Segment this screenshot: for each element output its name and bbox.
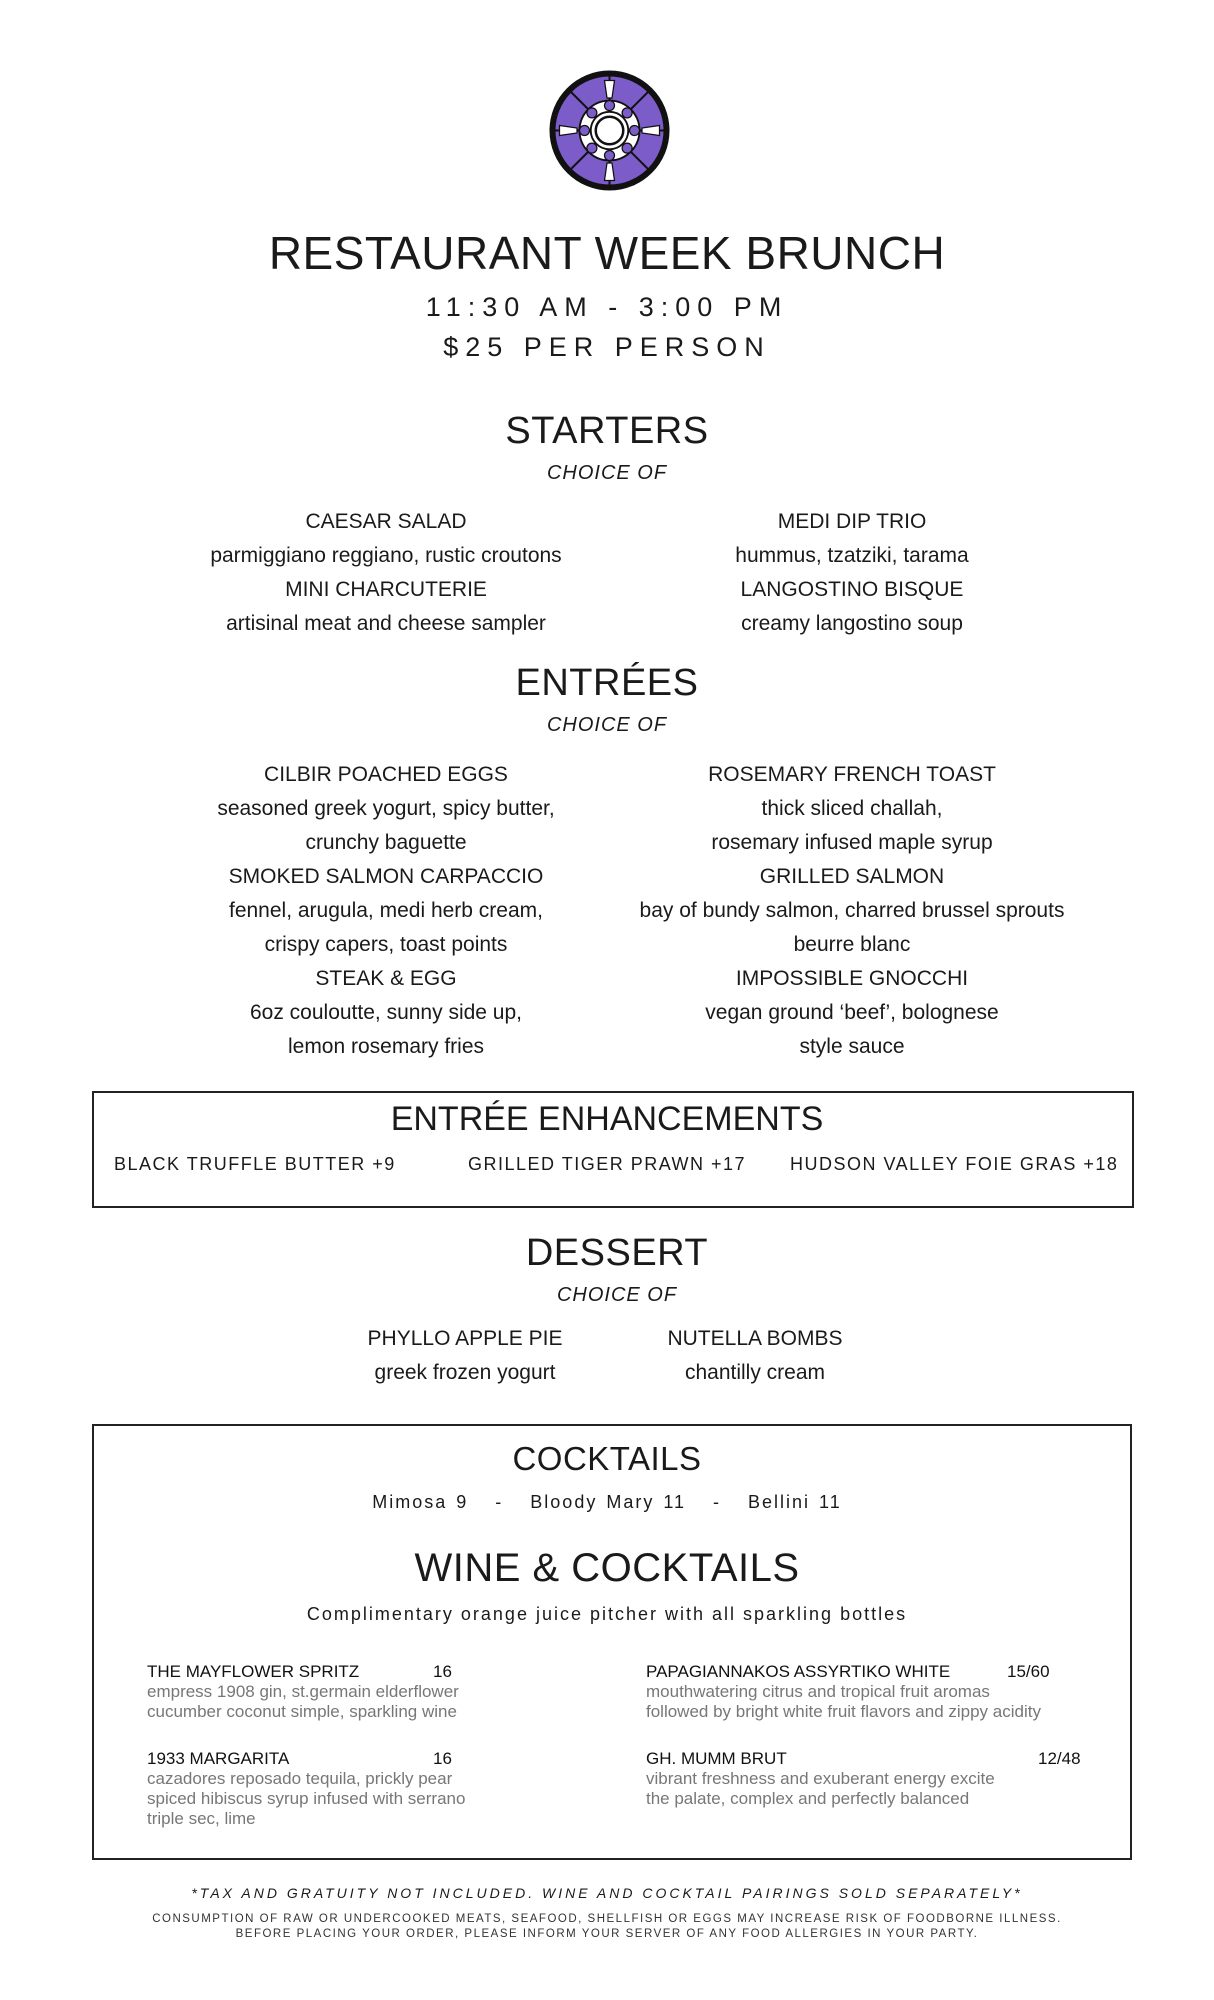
menu-item-desc: chantilly cream: [684, 1361, 826, 1384]
drink-price: 12/48: [1038, 1749, 1081, 1768]
page-title: RESTAURANT WEEK BRUNCH: [268, 227, 946, 279]
dessert-title: DESSERT: [525, 1232, 709, 1274]
menu-item-name: NUTELLA BOMBS: [667, 1327, 843, 1350]
menu-item-name: CILBIR POACHED EGGS: [264, 763, 508, 786]
enhancements-title: ENTRÉE ENHANCEMENTS: [390, 1100, 824, 1138]
menu-item-desc: beurre blanc: [793, 933, 911, 956]
menu-item-desc: greek frozen yogurt: [374, 1361, 556, 1384]
starters-right-column: [592, 505, 1112, 641]
entrees-left-column: [126, 758, 646, 1064]
menu-item-name: PHYLLO APPLE PIE: [367, 1327, 563, 1350]
hours: 11:30 AM - 3:00 PM: [425, 292, 789, 322]
drink-desc: the palate, complex and perfectly balanced: [646, 1789, 970, 1808]
menu-item-name: LANGOSTINO BISQUE: [740, 578, 964, 601]
drink-item: [147, 1662, 507, 1722]
menu-item-desc: 6oz couloutte, sunny side up,: [249, 1001, 522, 1024]
drink-desc: spiced hibiscus syrup infused with serrano: [147, 1789, 466, 1808]
drink-price: 15/60: [1007, 1662, 1050, 1681]
disclaimer-line: CONSUMPTION OF RAW OR UNDERCOOKED MEATS, SEAFOOD, SHELLFISH OR EGGS MAY INCREASE RISK OF FOODBORNE ILLNESS.: [152, 1913, 1062, 1925]
menu-item-name: MEDI DIP TRIO: [777, 510, 927, 533]
menu-item-desc: parmiggiano reggiano, rustic croutons: [210, 544, 562, 567]
menu-item-name: STEAK & EGG: [315, 967, 457, 990]
menu-item-name: MINI CHARCUTERIE: [285, 578, 487, 601]
menu-item-desc: bay of bundy salmon, charred brussel sprouts: [639, 899, 1065, 922]
entrees-choice: CHOICE OF: [546, 714, 668, 736]
menu-item-desc: rosemary infused maple syrup: [711, 831, 993, 854]
menu-item-desc: artisinal meat and cheese sampler: [226, 612, 546, 635]
menu-item-desc: thick sliced challah,: [761, 797, 943, 820]
food-disclaimer: [0, 1912, 1214, 1942]
drink-name: GH. MUMM BRUT: [646, 1749, 787, 1768]
restaurant-logo-icon: [547, 68, 672, 193]
drink-name: THE MAYFLOWER SPRITZ: [147, 1662, 360, 1681]
menu-item-desc: vegan ground ‘beef’, bolognese: [705, 1001, 999, 1024]
wine-title: WINE & COCKTAILS: [414, 1546, 800, 1590]
drink-item: [646, 1749, 1106, 1809]
drink-item: [147, 1749, 507, 1829]
menu-item-desc: crunchy baguette: [305, 831, 467, 854]
tax-note: *TAX AND GRATUITY NOT INCLUDED. WINE AND COCKTAIL PAIRINGS SOLD SEPARATELY*: [191, 1885, 1023, 1901]
drink-desc: vibrant freshness and exuberant energy excite: [646, 1769, 995, 1788]
drink-desc: cucumber coconut simple, sparkling wine: [147, 1702, 457, 1721]
menu-item-name: SMOKED SALMON CARPACCIO: [228, 865, 544, 888]
menu-item-name: CAESAR SALAD: [305, 510, 467, 533]
menu-item-desc: creamy langostino soup: [741, 612, 963, 635]
entrees-title: ENTRÉES: [515, 662, 699, 704]
dessert-choice: CHOICE OF: [556, 1284, 678, 1306]
drink-price: 16: [433, 1749, 452, 1768]
drink-desc: followed by bright white fruit flavors and zippy acidity: [646, 1702, 1041, 1721]
wine-subtitle: Complimentary orange juice pitcher with all sparkling bottles: [306, 1604, 908, 1624]
enhancement-item: BLACK TRUFFLE BUTTER +9: [114, 1154, 396, 1174]
drink-desc: empress 1908 gin, st.germain elderflower: [147, 1682, 459, 1701]
menu-item-desc: crispy capers, toast points: [264, 933, 508, 956]
disclaimer-line: BEFORE PLACING YOUR ORDER, PLEASE INFORM YOUR SERVER OF ANY FOOD ALLERGIES IN YOUR PARTY.: [235, 1928, 979, 1940]
drink-price: 16: [433, 1662, 452, 1681]
menu-item-desc: lemon rosemary fries: [287, 1035, 485, 1058]
drink-name: 1933 MARGARITA: [147, 1749, 290, 1768]
enhancement-item: HUDSON VALLEY FOIE GRAS +18: [790, 1154, 1119, 1174]
starters-choice: CHOICE OF: [546, 462, 668, 484]
entrees-right-column: [592, 758, 1112, 1064]
starters-title: STARTERS: [505, 410, 709, 452]
drink-item: [646, 1662, 1106, 1722]
menu-item-name: GRILLED SALMON: [759, 865, 945, 888]
drink-name: PAPAGIANNAKOS ASSYRTIKO WHITE: [646, 1662, 951, 1681]
menu-item-desc: fennel, arugula, medi herb cream,: [228, 899, 543, 922]
enhancement-item: GRILLED TIGER PRAWN +17: [468, 1154, 747, 1174]
drink-desc: triple sec, lime: [147, 1809, 256, 1828]
menu-item-desc: hummus, tzatziki, tarama: [735, 544, 969, 567]
cocktails-title: COCKTAILS: [512, 1440, 702, 1477]
menu-item-name: ROSEMARY FRENCH TOAST: [708, 763, 996, 786]
menu-item-name: IMPOSSIBLE GNOCCHI: [735, 967, 969, 990]
starters-left-column: [126, 505, 646, 641]
menu-item-desc: seasoned greek yogurt, spicy butter,: [217, 797, 555, 820]
price: $25 PER PERSON: [443, 332, 771, 362]
drink-desc: cazadores reposado tequila, prickly pear: [147, 1769, 453, 1788]
cocktails-line: Mimosa 9 - Bloody Mary 11 - Bellini 11: [372, 1492, 842, 1512]
menu-item-desc: style sauce: [799, 1035, 905, 1058]
drink-desc: mouthwatering citrus and tropical fruit aromas: [646, 1682, 990, 1701]
dessert-right-column: [555, 1322, 955, 1390]
